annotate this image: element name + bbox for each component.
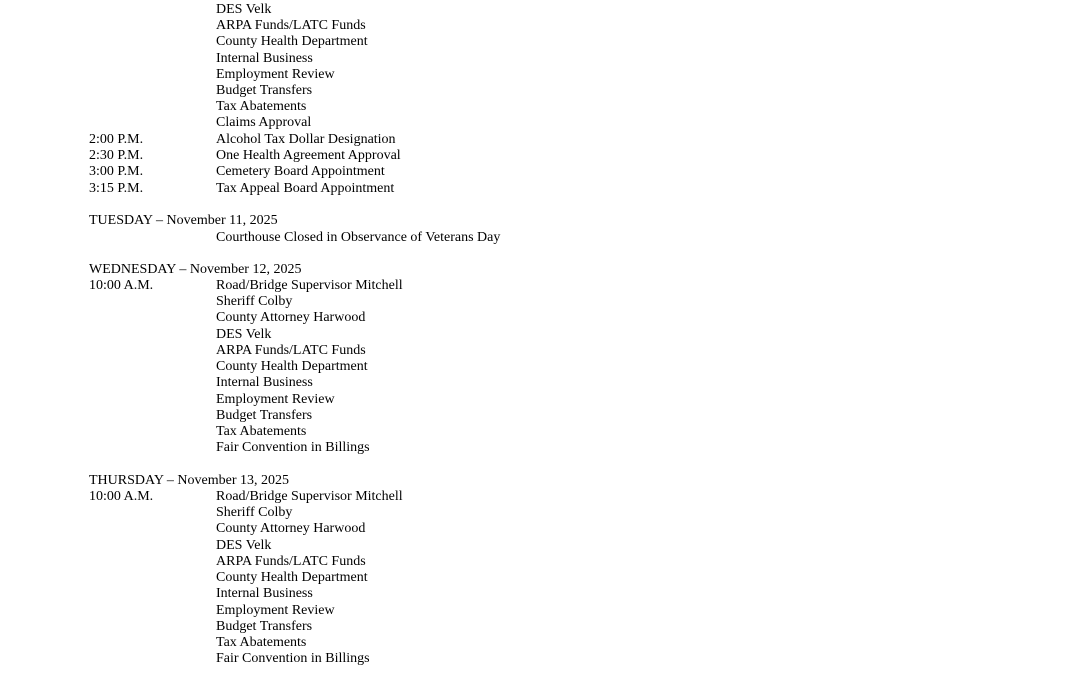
- meeting-time: 10:00 A.M.: [89, 489, 154, 504]
- agenda-item: County Health Department: [216, 34, 368, 49]
- meeting-time: 10:00 A.M.: [89, 278, 154, 293]
- agenda-item: ARPA Funds/LATC Funds: [216, 18, 366, 33]
- agenda-item: County Health Department: [216, 570, 368, 585]
- agenda-item: Internal Business: [216, 375, 313, 390]
- agenda-item: Road/Bridge Supervisor Mitchell: [216, 489, 403, 504]
- agenda-item: DES Velk: [216, 538, 272, 553]
- day-heading-wednesday: WEDNESDAY – November 12, 2025: [89, 262, 302, 277]
- appointment-time: 3:00 P.M.: [89, 164, 144, 179]
- agenda-item: County Attorney Harwood: [216, 521, 366, 536]
- agenda-item: Claims Approval: [216, 115, 312, 130]
- agenda-item: Employment Review: [216, 67, 335, 82]
- agenda-item: Tax Abatements: [216, 424, 307, 439]
- appointment-item: Alcohol Tax Dollar Designation: [216, 132, 396, 147]
- agenda-item: Sheriff Colby: [216, 294, 293, 309]
- agenda-item: DES Velk: [216, 327, 272, 342]
- agenda-item: Fair Convention in Billings: [216, 651, 370, 666]
- appointment-time: 2:30 P.M.: [89, 148, 144, 163]
- agenda-item: Courthouse Closed in Observance of Veterans Day: [216, 230, 501, 245]
- agenda-item: Employment Review: [216, 392, 335, 407]
- agenda-item: Internal Business: [216, 51, 313, 66]
- agenda-item: Tax Abatements: [216, 635, 307, 650]
- agenda-item: Internal Business: [216, 586, 313, 601]
- agenda-item: Budget Transfers: [216, 83, 313, 98]
- day-heading-thursday: THURSDAY – November 13, 2025: [89, 473, 290, 488]
- appointment-item: Tax Appeal Board Appointment: [216, 181, 395, 196]
- appointment-item: Cemetery Board Appointment: [216, 164, 385, 179]
- appointment-time: 3:15 P.M.: [89, 181, 144, 196]
- agenda-item: ARPA Funds/LATC Funds: [216, 343, 366, 358]
- agenda-item: County Health Department: [216, 359, 368, 374]
- agenda-item: ARPA Funds/LATC Funds: [216, 554, 366, 569]
- appointment-time: 2:00 P.M.: [89, 132, 144, 147]
- agenda-item: Tax Abatements: [216, 99, 307, 114]
- agenda-item: Employment Review: [216, 603, 335, 618]
- agenda-item: County Attorney Harwood: [216, 310, 366, 325]
- day-heading-tuesday: TUESDAY – November 11, 2025: [89, 213, 278, 228]
- appointment-item: One Health Agreement Approval: [216, 148, 401, 163]
- agenda-item: Budget Transfers: [216, 408, 313, 423]
- agenda-item: Budget Transfers: [216, 619, 313, 634]
- agenda-item: DES Velk: [216, 2, 272, 17]
- agenda-item: Sheriff Colby: [216, 505, 293, 520]
- agenda-item: Fair Convention in Billings: [216, 440, 370, 455]
- agenda-item: Road/Bridge Supervisor Mitchell: [216, 278, 403, 293]
